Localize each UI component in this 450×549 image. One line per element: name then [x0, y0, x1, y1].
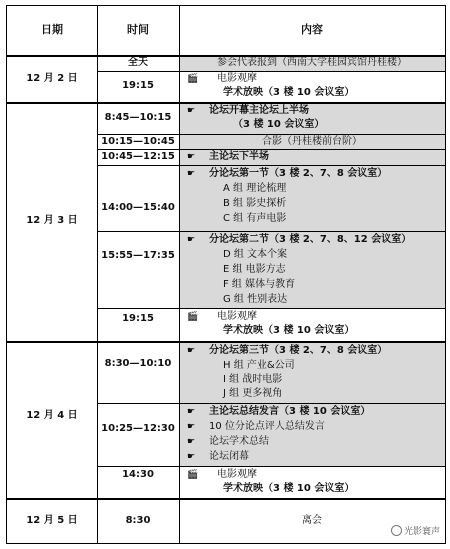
content-sub2-g: G 组 性别表达	[223, 294, 288, 305]
hand-pointer-icon: ☛	[187, 422, 196, 432]
time-1045: 10:45—12:15	[101, 151, 175, 162]
time-1400: 14:00—15:40	[101, 202, 175, 213]
day-divider-2	[7, 102, 445, 104]
hand-pointer-icon: ☛	[187, 452, 196, 462]
content-sub1: 分论坛第一节（3 楼 2、7、8 会议室）	[209, 168, 388, 179]
content-summary: 主论坛总结发言（3 楼 10 会议室）	[209, 406, 371, 417]
time-1430: 14:30	[122, 469, 154, 480]
header-time: 时间	[127, 23, 149, 36]
content-opening: 论坛开幕主论坛上半场	[209, 105, 309, 116]
content-sub1-b: B 组 影史探析	[223, 198, 287, 209]
content-leave: 离会	[302, 515, 322, 526]
time-0830-d5: 8:30	[125, 515, 151, 526]
date-dec2: 12 月 2 日	[26, 73, 78, 84]
hand-pointer-icon: ☛	[187, 346, 196, 356]
watermark: 光影寰声	[389, 524, 442, 537]
date-dec5: 12 月 5 日	[26, 515, 78, 526]
film-clapper-icon: 🎬	[187, 312, 199, 322]
content-arrive: 参会代表报到（西南大学桂园宾馆丹桂楼）	[217, 57, 407, 68]
content-photo: 合影（丹桂楼前台阶）	[262, 136, 362, 147]
content-sub3-j: J 组 更多视角	[223, 388, 283, 399]
header-date: 日期	[41, 23, 63, 36]
header-content: 内容	[301, 23, 323, 36]
time-1015: 10:15—10:45	[101, 136, 175, 147]
content-screening: 学术放映（3 楼 10 会议室）	[223, 87, 355, 98]
content-sub3-h: H 组 产业&公司	[223, 360, 295, 371]
hand-pointer-icon: ☛	[187, 169, 196, 179]
content-sub2: 分论坛第二节（3 楼 2、7、8、12 会议室）	[209, 234, 412, 245]
content-summary-3: 论坛闭幕	[209, 451, 249, 462]
date-dec3: 12 月 3 日	[26, 215, 78, 226]
content-film: 电影观摩	[217, 469, 257, 480]
content-film: 电影观摩	[217, 311, 257, 322]
content-film: 电影观摩	[217, 73, 257, 84]
time-1025: 10:25—12:30	[101, 423, 175, 434]
content-screening: 学术放映（3 楼 10 会议室）	[223, 325, 355, 336]
time-0845: 8:45—10:15	[104, 112, 172, 123]
time-1915-d3: 19:15	[122, 313, 154, 324]
time-1915-d2: 19:15	[122, 80, 154, 91]
day-divider-3	[7, 341, 445, 343]
content-screening: 学术放映（3 楼 10 会议室）	[223, 483, 355, 494]
day-divider-4	[7, 498, 445, 500]
content-summary-1: 10 位分论点评人总结发言	[209, 421, 325, 432]
watermark-logo-icon	[391, 525, 402, 536]
content-sub3: 分论坛第三节（3 楼 2、7、8 会议室）	[209, 345, 388, 356]
content-sub1-c: C 组 有声电影	[223, 213, 287, 224]
hand-pointer-icon: ☛	[187, 235, 196, 245]
col-divider-2	[179, 6, 180, 543]
hand-pointer-icon: ☛	[187, 106, 196, 116]
schedule-table	[6, 5, 446, 544]
content-sub2-d: D 组 文本个案	[223, 249, 288, 260]
hand-pointer-icon: ☛	[187, 407, 196, 417]
film-clapper-icon: 🎬	[187, 74, 199, 84]
film-clapper-icon: 🎬	[187, 470, 199, 480]
hand-pointer-icon: ☛	[187, 152, 196, 162]
content-opening-room: （3 楼 10 会议室）	[233, 119, 325, 130]
hand-pointer-icon: ☛	[187, 437, 196, 447]
time-allday: 全天	[128, 57, 148, 68]
content-summary-2: 论坛学术总结	[209, 436, 269, 447]
content-sub1-a: A 组 理论梳理	[223, 183, 287, 194]
content-sub2-f: F 组 媒体与教育	[223, 279, 296, 290]
time-0830: 8:30—10:10	[104, 358, 172, 369]
time-1555: 15:55—17:35	[101, 250, 175, 261]
date-dec4: 12 月 4 日	[26, 410, 78, 421]
content-sub2-e: E 组 电影方志	[223, 264, 286, 275]
content-main2: 主论坛下半场	[209, 151, 269, 162]
content-sub3-i: I 组 战时电影	[223, 374, 283, 385]
